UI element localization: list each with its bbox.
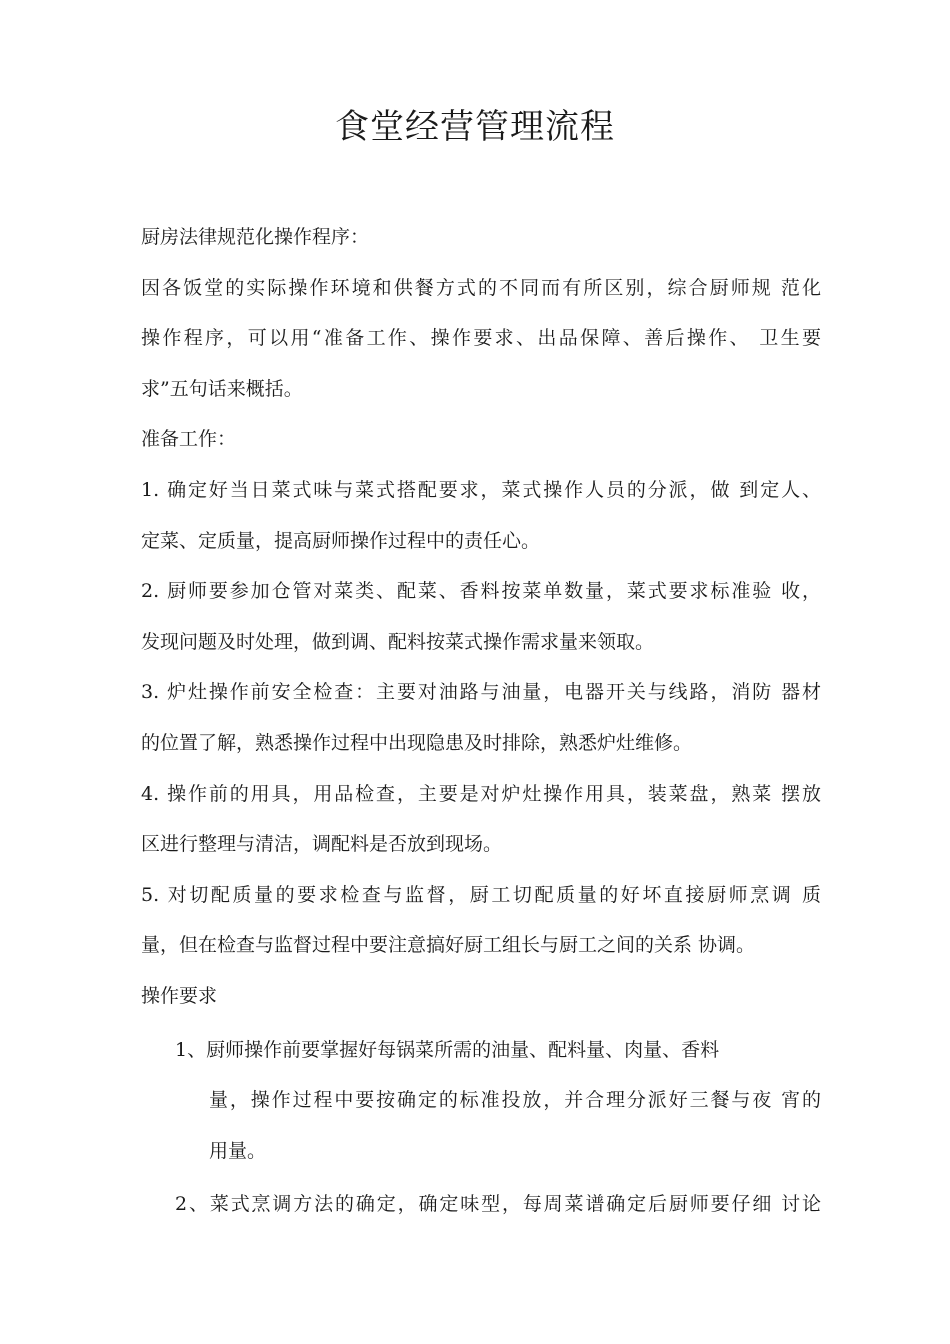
list-item-line: 5. 对切配质量的要求检查与监督，厨工切配质量的好坏直接厨师烹调 质 [141,883,821,906]
sub-list-item-line: 1、厨师操作前要掌握好每锅菜所需的油量、配料量、肉量、香料 [175,1038,720,1061]
sub-list-item-line: 2、菜式烹调方法的确定，确定味型，每周菜谱确定后厨师要仔细 讨论 [175,1193,821,1216]
list-item-line: 量，但在检查与监督过程中要注意搞好厨工组长与厨工之间的关系 协调。 [141,934,756,957]
list-item-line: 1. 确定好当日菜式味与菜式搭配要求，菜式操作人员的分派，做 到定人、 [141,478,821,501]
sub-list-item-line: 用量。 [209,1139,267,1162]
list-item-line: 的位置了解，熟悉操作过程中出现隐患及时排除，熟悉炉灶维修。 [141,731,693,754]
list-item-line: 3. 炉灶操作前安全检查：主要对油路与油量，电器开关与线路，消防 器材 [141,681,821,704]
paragraph-line: 求”五句话来概括。 [141,377,303,400]
section-heading: 操作要求 [141,984,218,1007]
section-heading: 厨房法律规范化操作程序： [141,226,370,248]
list-item-line: 定菜、定质量，提高厨师操作过程中的责任心。 [141,529,541,552]
paragraph-line: 操作程序，可以用“准备工作、操作要求、出品保障、善后操作、 卫生要 [141,327,821,350]
sub-list-item-line: 量，操作过程中要按确定的标准投放，并合理分派好三餐与夜 宵的 [209,1089,821,1112]
paragraph-line: 因各饭堂的实际操作环境和供餐方式的不同而有所区别，综合厨师规 范化 [141,276,821,299]
list-item-line: 发现问题及时处理，做到调、配料按菜式操作需求量来领取。 [141,630,655,653]
list-item-line: 2. 厨师要参加仓管对菜类、配菜、香料按菜单数量，菜式要求标准验 收， [141,580,821,603]
section-heading: 准备工作： [141,428,237,451]
list-item-line: 区进行整理与清洁，调配料是否放到现场。 [141,833,503,856]
list-item-line: 4. 操作前的用具，用品检查，主要是对炉灶操作用具，装菜盘，熟菜 摆放 [141,782,821,805]
document-body [141,212,821,1230]
document-title: 食堂经营管理流程 [335,107,615,147]
